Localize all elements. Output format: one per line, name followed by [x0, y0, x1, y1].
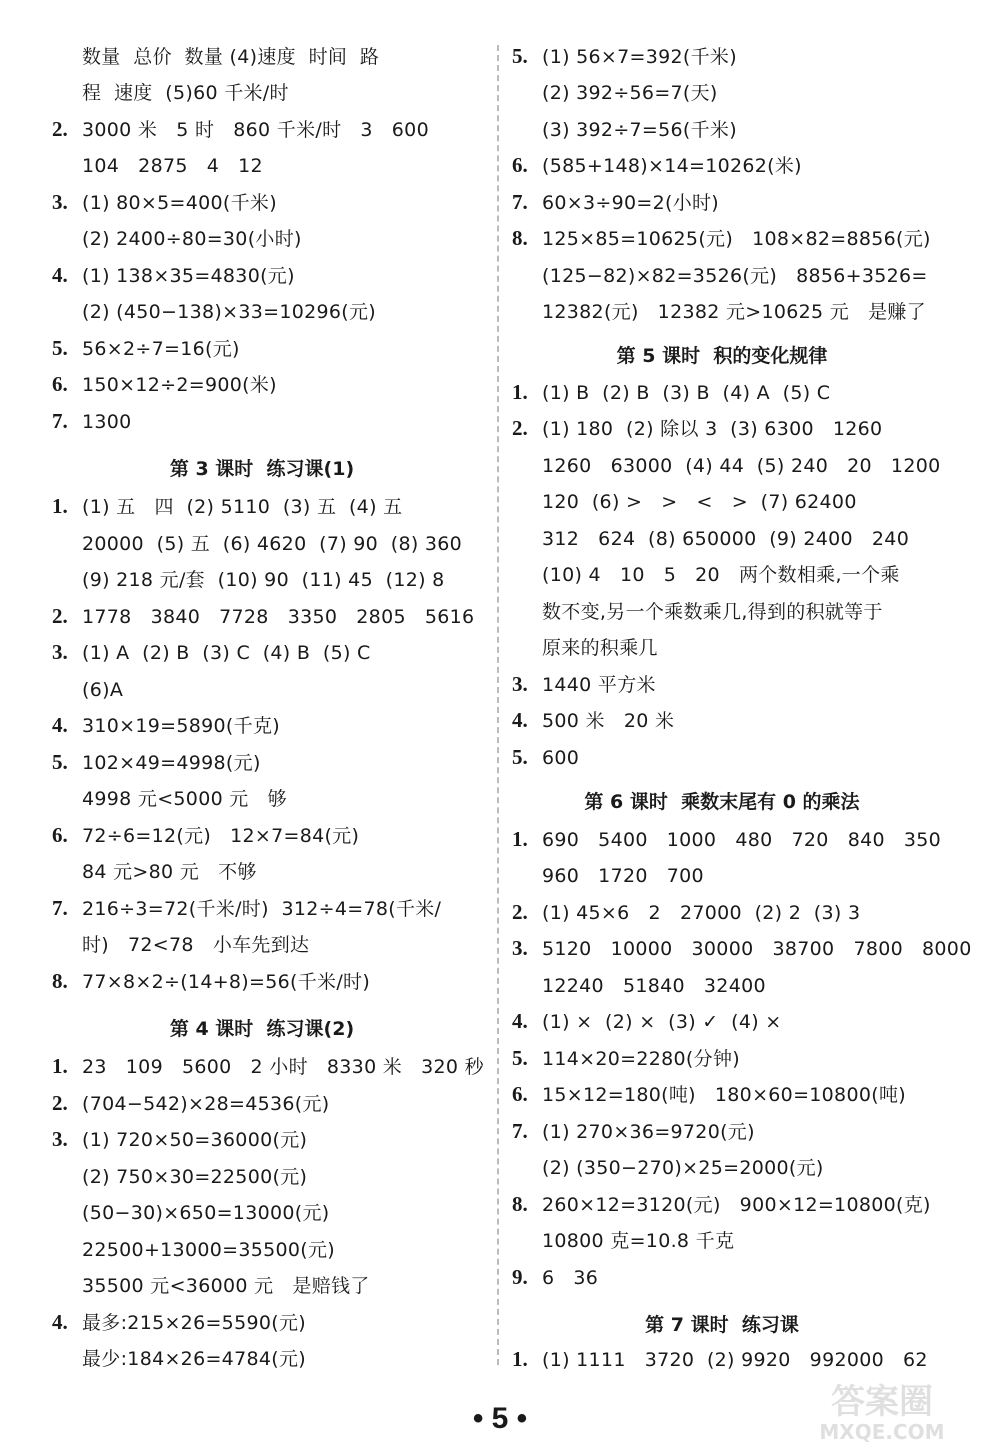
question-number: 6. [512, 1082, 528, 1106]
answer-line: 5120 10000 30000 38700 7800 8000 [542, 938, 972, 960]
answer-line: (1) 180 (2) 除以 3 (3) 6300 1260 [542, 418, 883, 440]
question-number: 8. [512, 226, 528, 250]
question-number: 1. [52, 494, 68, 518]
answer-line: 114×20=2280(分钟) [542, 1048, 740, 1070]
answer-line: 216÷3=72(千米/时) 312÷4=78(千米/ [82, 898, 442, 920]
answer-line: (1) 138×35=4830(元) [82, 265, 295, 287]
answer-line: 1778 3840 7728 3350 2805 5616 [82, 606, 475, 628]
answer-line: 数不变,另一个乘数乘几,得到的积就等于 [542, 601, 883, 623]
answer-line: 22500+13000=35500(元) [82, 1239, 335, 1261]
answer-line: (1) A (2) B (3) C (4) B (5) C [82, 642, 371, 664]
question-number: 4. [52, 1310, 68, 1334]
question-number: 3. [512, 672, 528, 696]
answer-line: (9) 218 元/套 (10) 90 (11) 45 (12) 8 [82, 569, 445, 591]
answer-line: 260×12=3120(元) 900×12=10800(克) [542, 1194, 931, 1216]
question-number: 4. [512, 708, 528, 732]
answer-line: 4998 元<5000 元 够 [82, 788, 287, 810]
answer-line: (1) 45×6 2 27000 (2) 2 (3) 3 [542, 902, 861, 924]
answer-line: 程 速度 (5)60 千米/时 [82, 82, 289, 104]
answer-line: 3000 米 5 时 860 千米/时 3 600 [82, 119, 429, 141]
answer-line: 120 (6) > > < > (7) 62400 [542, 491, 857, 513]
answer-line: 35500 元<36000 元 是赔钱了 [82, 1275, 370, 1297]
question-number: 6. [52, 372, 68, 396]
answer-line: 1300 [82, 411, 132, 433]
answer-line: 1440 平方米 [542, 674, 656, 696]
question-number: 3. [512, 936, 528, 960]
section-heading: 第 5 课时 积的变化规律 [616, 345, 828, 367]
answer-line: 312 624 (8) 650000 (9) 2400 240 [542, 528, 910, 550]
question-number: 5. [52, 750, 68, 774]
section-heading: 第 3 课时 练习课(1) [169, 458, 355, 480]
answer-line: 12382(元) 12382 元>10625 元 是赚了 [542, 301, 926, 323]
question-number: 1. [512, 827, 528, 851]
answer-line: (1) 1111 3720 (2) 9920 992000 62 [542, 1349, 928, 1371]
answer-line: 56×2÷7=16(元) [82, 338, 240, 360]
watermark-logo [782, 1375, 982, 1445]
answer-line: (2) 392÷56=7(天) [542, 82, 718, 104]
answer-line: 数量 总价 数量 (4)速度 时间 路 [82, 46, 380, 68]
watermark-bottom-text: MXQE.COM [819, 1420, 945, 1444]
answer-line: 690 5400 1000 480 720 840 350 [542, 829, 942, 851]
answer-line: 960 1720 700 [542, 865, 704, 887]
answer-line: (1) × (2) × (3) ✓ (4) × [542, 1011, 782, 1033]
answer-line: (10) 4 10 5 20 两个数相乘,一个乘 [542, 564, 900, 586]
answer-line: 500 米 20 米 [542, 710, 675, 732]
answer-line: (1) 80×5=400(千米) [82, 192, 277, 214]
question-number: 7. [52, 896, 68, 920]
question-number: 5. [512, 44, 528, 68]
question-number: 7. [512, 1119, 528, 1143]
question-number: 7. [512, 190, 528, 214]
answer-line: (1) 270×36=9720(元) [542, 1121, 755, 1143]
question-number: 4. [52, 713, 68, 737]
question-number: 7. [52, 409, 68, 433]
answer-line: 310×19=5890(千克) [82, 715, 280, 737]
watermark-top-text: 答案圈 [831, 1382, 933, 1422]
answer-line: 104 2875 4 12 [82, 155, 263, 177]
question-number: 2. [512, 900, 528, 924]
question-number: 3. [52, 190, 68, 214]
question-number: 1. [512, 1347, 528, 1371]
question-number: 1. [52, 1054, 68, 1078]
answer-line: (1) B (2) B (3) B (4) A (5) C [542, 382, 831, 404]
answer-line: (2) 750×30=22500(元) [82, 1166, 308, 1188]
question-number: 8. [52, 969, 68, 993]
page-number: • 5 • [472, 1402, 528, 1435]
question-number: 2. [52, 1091, 68, 1115]
section-heading: 第 6 课时 乘数末尾有 0 的乘法 [584, 791, 860, 813]
answer-line: 77×8×2÷(14+8)=56(千米/时) [82, 971, 371, 993]
answer-line: (2) 2400÷80=30(小时) [82, 228, 302, 250]
question-number: 2. [512, 416, 528, 440]
question-number: 4. [512, 1009, 528, 1033]
answer-line: (1) 56×7=392(千米) [542, 46, 737, 68]
answer-line: (6)A [82, 679, 124, 701]
answer-line: 84 元>80 元 不够 [82, 861, 257, 883]
answer-line: 150×12÷2=900(米) [82, 374, 277, 396]
question-number: 9. [512, 1265, 528, 1289]
question-number: 3. [52, 640, 68, 664]
answer-line: 600 [542, 747, 580, 769]
answer-line: 最少:184×26=4784(元) [82, 1348, 306, 1370]
answer-line: 1260 63000 (4) 44 (5) 240 20 1200 [542, 455, 941, 477]
question-number: 5. [512, 1046, 528, 1070]
answer-line: (1) 720×50=36000(元) [82, 1129, 308, 1151]
section-heading: 第 4 课时 练习课(2) [169, 1018, 355, 1040]
question-number: 6. [52, 823, 68, 847]
answer-line: 125×85=10625(元) 108×82=8856(元) [542, 228, 931, 250]
answer-line: (585+148)×14=10262(米) [542, 155, 802, 177]
answer-line: 时) 72<78 小车先到达 [82, 934, 310, 956]
question-number: 3. [52, 1127, 68, 1151]
answer-line: (50−30)×650=13000(元) [82, 1202, 330, 1224]
answer-line: 最多:215×26=5590(元) [82, 1312, 306, 1334]
answer-line: 60×3÷90=2(小时) [542, 192, 720, 214]
answer-line: 23 109 5600 2 小时 8330 米 320 秒 [82, 1056, 484, 1078]
question-number: 8. [512, 1192, 528, 1216]
answer-line: 12240 51840 32400 [542, 975, 766, 997]
answer-line: 20000 (5) 五 (6) 4620 (7) 90 (8) 360 [82, 533, 463, 555]
answer-line: 15×12=180(吨) 180×60=10800(吨) [542, 1084, 906, 1106]
answer-line: (2) (350−270)×25=2000(元) [542, 1157, 824, 1179]
question-number: 5. [512, 745, 528, 769]
answer-line: 102×49=4998(元) [82, 752, 261, 774]
question-number: 4. [52, 263, 68, 287]
answer-line: (125−82)×82=3526(元) 8856+3526= [542, 265, 928, 287]
answer-line: 原来的积乘几 [542, 637, 658, 659]
section-heading: 第 7 课时 练习课 [645, 1314, 799, 1336]
question-number: 5. [52, 336, 68, 360]
answer-line: 6 36 [542, 1267, 599, 1289]
answer-line: 72÷6=12(元) 12×7=84(元) [82, 825, 360, 847]
question-number: 2. [52, 117, 68, 141]
answer-line: (3) 392÷7=56(千米) [542, 119, 737, 141]
answer-line: 10800 克=10.8 千克 [542, 1230, 735, 1252]
question-number: 1. [512, 380, 528, 404]
column-divider [497, 45, 499, 1365]
answer-line: (704−542)×28=4536(元) [82, 1093, 330, 1115]
answer-line: (1) 五 四 (2) 5110 (3) 五 (4) 五 [82, 496, 403, 518]
question-number: 6. [512, 153, 528, 177]
answer-line: (2) (450−138)×33=10296(元) [82, 301, 377, 323]
question-number: 2. [52, 604, 68, 628]
